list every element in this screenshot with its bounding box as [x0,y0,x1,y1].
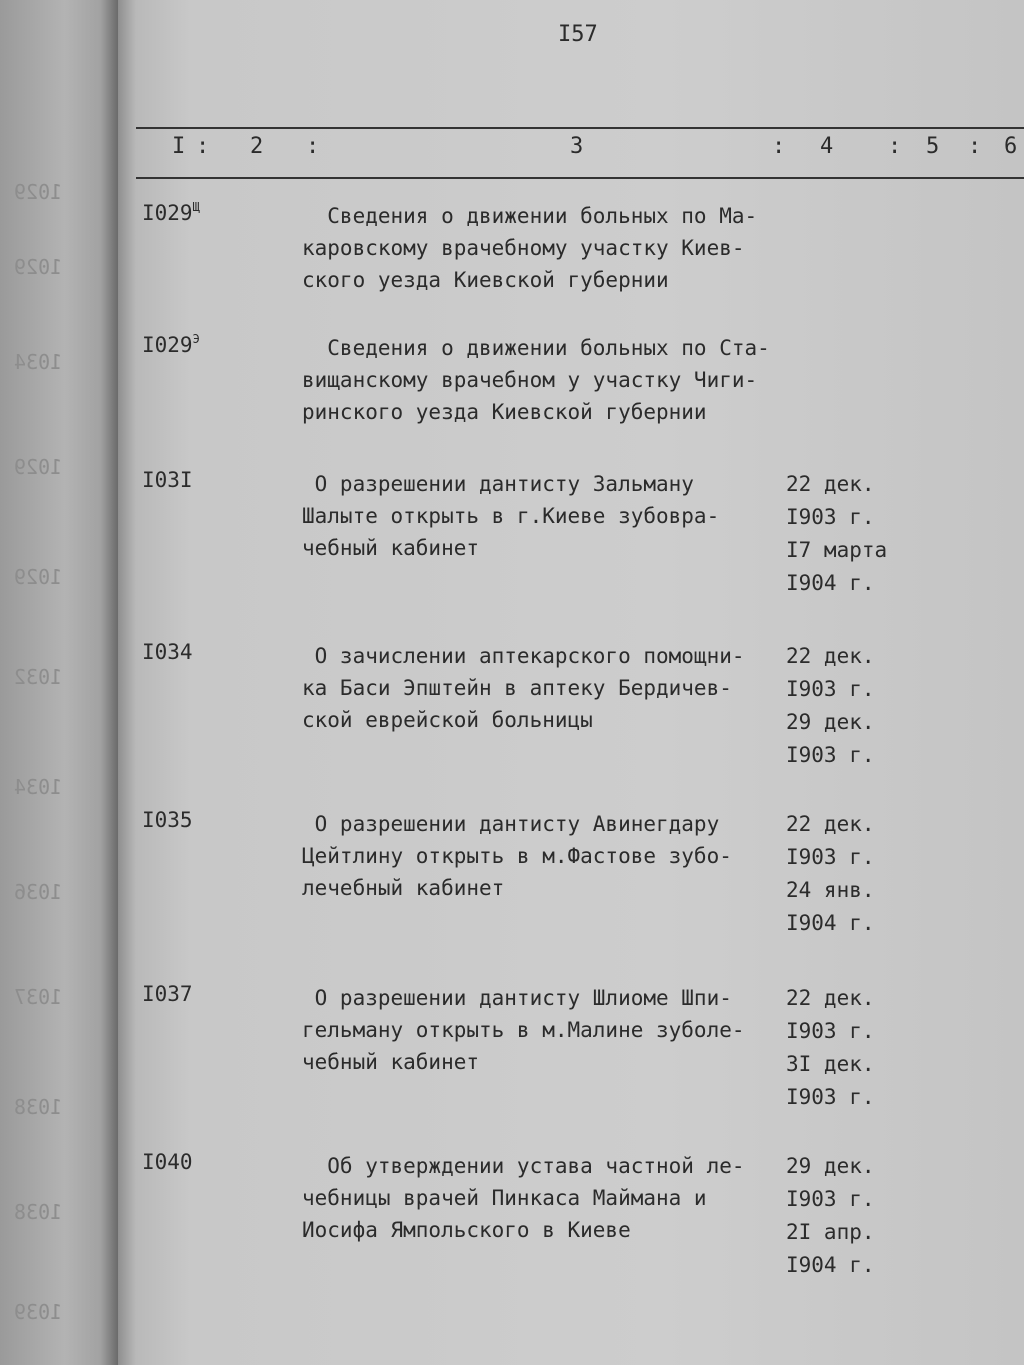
date-end: I7 марта [786,538,888,562]
case-dates [786,1150,875,1282]
case-number: I034 [142,640,193,664]
bleed-through-text: 1032 [14,665,63,689]
description-line: О зачислении аптекарского помощни- [302,644,745,668]
description-line: О разрешении дантисту Авинегдару [302,812,720,836]
date-start: 22 дек. [786,644,875,668]
case-description [302,332,792,428]
date-start: 29 дек. [786,1154,875,1178]
description-line: чебный кабинет [302,536,480,560]
case-description [302,640,792,736]
description-line: Иосифа Ямпольского в Киеве [302,1218,631,1242]
bleed-through-text: 1029 [14,180,63,204]
date-end: 3I дек. [786,1052,875,1076]
case-description [302,1150,792,1246]
description-line: Сведения о движении больных по Ма- [302,204,758,228]
case-dates [786,982,875,1114]
col-separator: : [196,134,210,159]
description-line: ского уезда Киевской губернии [302,268,669,292]
case-dates [786,808,875,940]
case-number: I03I [142,468,193,492]
page-number: I57 [558,22,598,47]
description-line: ской еврейской больницы [302,708,593,732]
header-rule-bottom [136,177,1024,179]
date-start-year: I903 г. [786,677,875,701]
date-end: 2I апр. [786,1220,875,1244]
case-description [302,468,792,564]
description-line: чебницы врачей Пинкаса Маймана и [302,1186,707,1210]
description-line: Сведения о движении больных по Ста- [302,336,770,360]
date-start-year: I903 г. [786,1187,875,1211]
description-line: О разрешении дантисту Шлиоме Шпи- [302,986,732,1010]
description-line: Об утверждении устава частной ле- [302,1154,745,1178]
bleed-through-text: 1036 [14,880,63,904]
description-line: Шалыте открыть в г.Киеве зубовра- [302,504,720,528]
col-separator: : [888,134,902,159]
col-header-5: 5 [926,134,940,159]
date-end-year: I903 г. [786,743,875,767]
col-header-1: I [172,134,186,159]
document-page [118,0,1024,1365]
description-line: лечебный кабинет [302,876,505,900]
case-number: I037 [142,982,193,1006]
bleed-through-text: 1038 [14,1095,63,1119]
case-dates [786,468,887,600]
date-start: 22 дек. [786,986,875,1010]
bleed-through-text: 1029 [14,455,63,479]
header-rule-top [136,127,1024,129]
case-description [302,982,792,1078]
bleed-through-text: 1038 [14,1200,63,1224]
date-end-year: I903 г. [786,1085,875,1109]
case-number: I035 [142,808,193,832]
col-header-2: 2 [250,134,264,159]
case-number: $I029^Щ$ [142,200,200,225]
bleed-through-text: 1029 [14,565,63,589]
case-description [302,808,792,904]
description-line: О разрешении дантисту Зальману [302,472,694,496]
description-line: Цейтлину открыть в м.Фастове зубо- [302,844,732,868]
col-separator: : [772,134,786,159]
bleed-through-text: 1039 [14,1300,63,1324]
col-header-6: 6 [1004,134,1018,159]
date-start-year: I903 г. [786,1019,875,1043]
date-end-year: I904 г. [786,1253,875,1277]
bleed-through-text: 1029 [14,255,63,279]
col-separator: : [968,134,982,159]
date-start: 22 дек. [786,812,875,836]
date-start: 22 дек. [786,472,875,496]
date-end: 24 янв. [786,878,875,902]
col-header-3: 3 [570,134,584,159]
description-line: гельману открыть в м.Малине зуболе- [302,1018,745,1042]
col-header-4: 4 [820,134,834,159]
bleed-through-text: 1034 [14,350,63,374]
description-line: вищанскому врачебном у участку Чиги- [302,368,758,392]
facing-page-edge [0,0,118,1365]
date-end: 29 дек. [786,710,875,734]
case-dates [786,640,875,772]
date-start-year: I903 г. [786,505,875,529]
col-separator: : [306,134,320,159]
description-line: ка Баси Эпштейн в аптеку Бердичев- [302,676,732,700]
description-line: каровскому врачебному участку Киев- [302,236,745,260]
case-number: $I029^Э$ [142,332,200,357]
description-line: чебный кабинет [302,1050,480,1074]
date-end-year: I904 г. [786,571,875,595]
date-start-year: I903 г. [786,845,875,869]
bleed-through-text: 1034 [14,775,63,799]
case-number: I040 [142,1150,193,1174]
description-line: ринского уезда Киевской губернии [302,400,707,424]
date-end-year: I904 г. [786,911,875,935]
case-description [302,200,792,296]
bleed-through-text: 1037 [14,985,63,1009]
